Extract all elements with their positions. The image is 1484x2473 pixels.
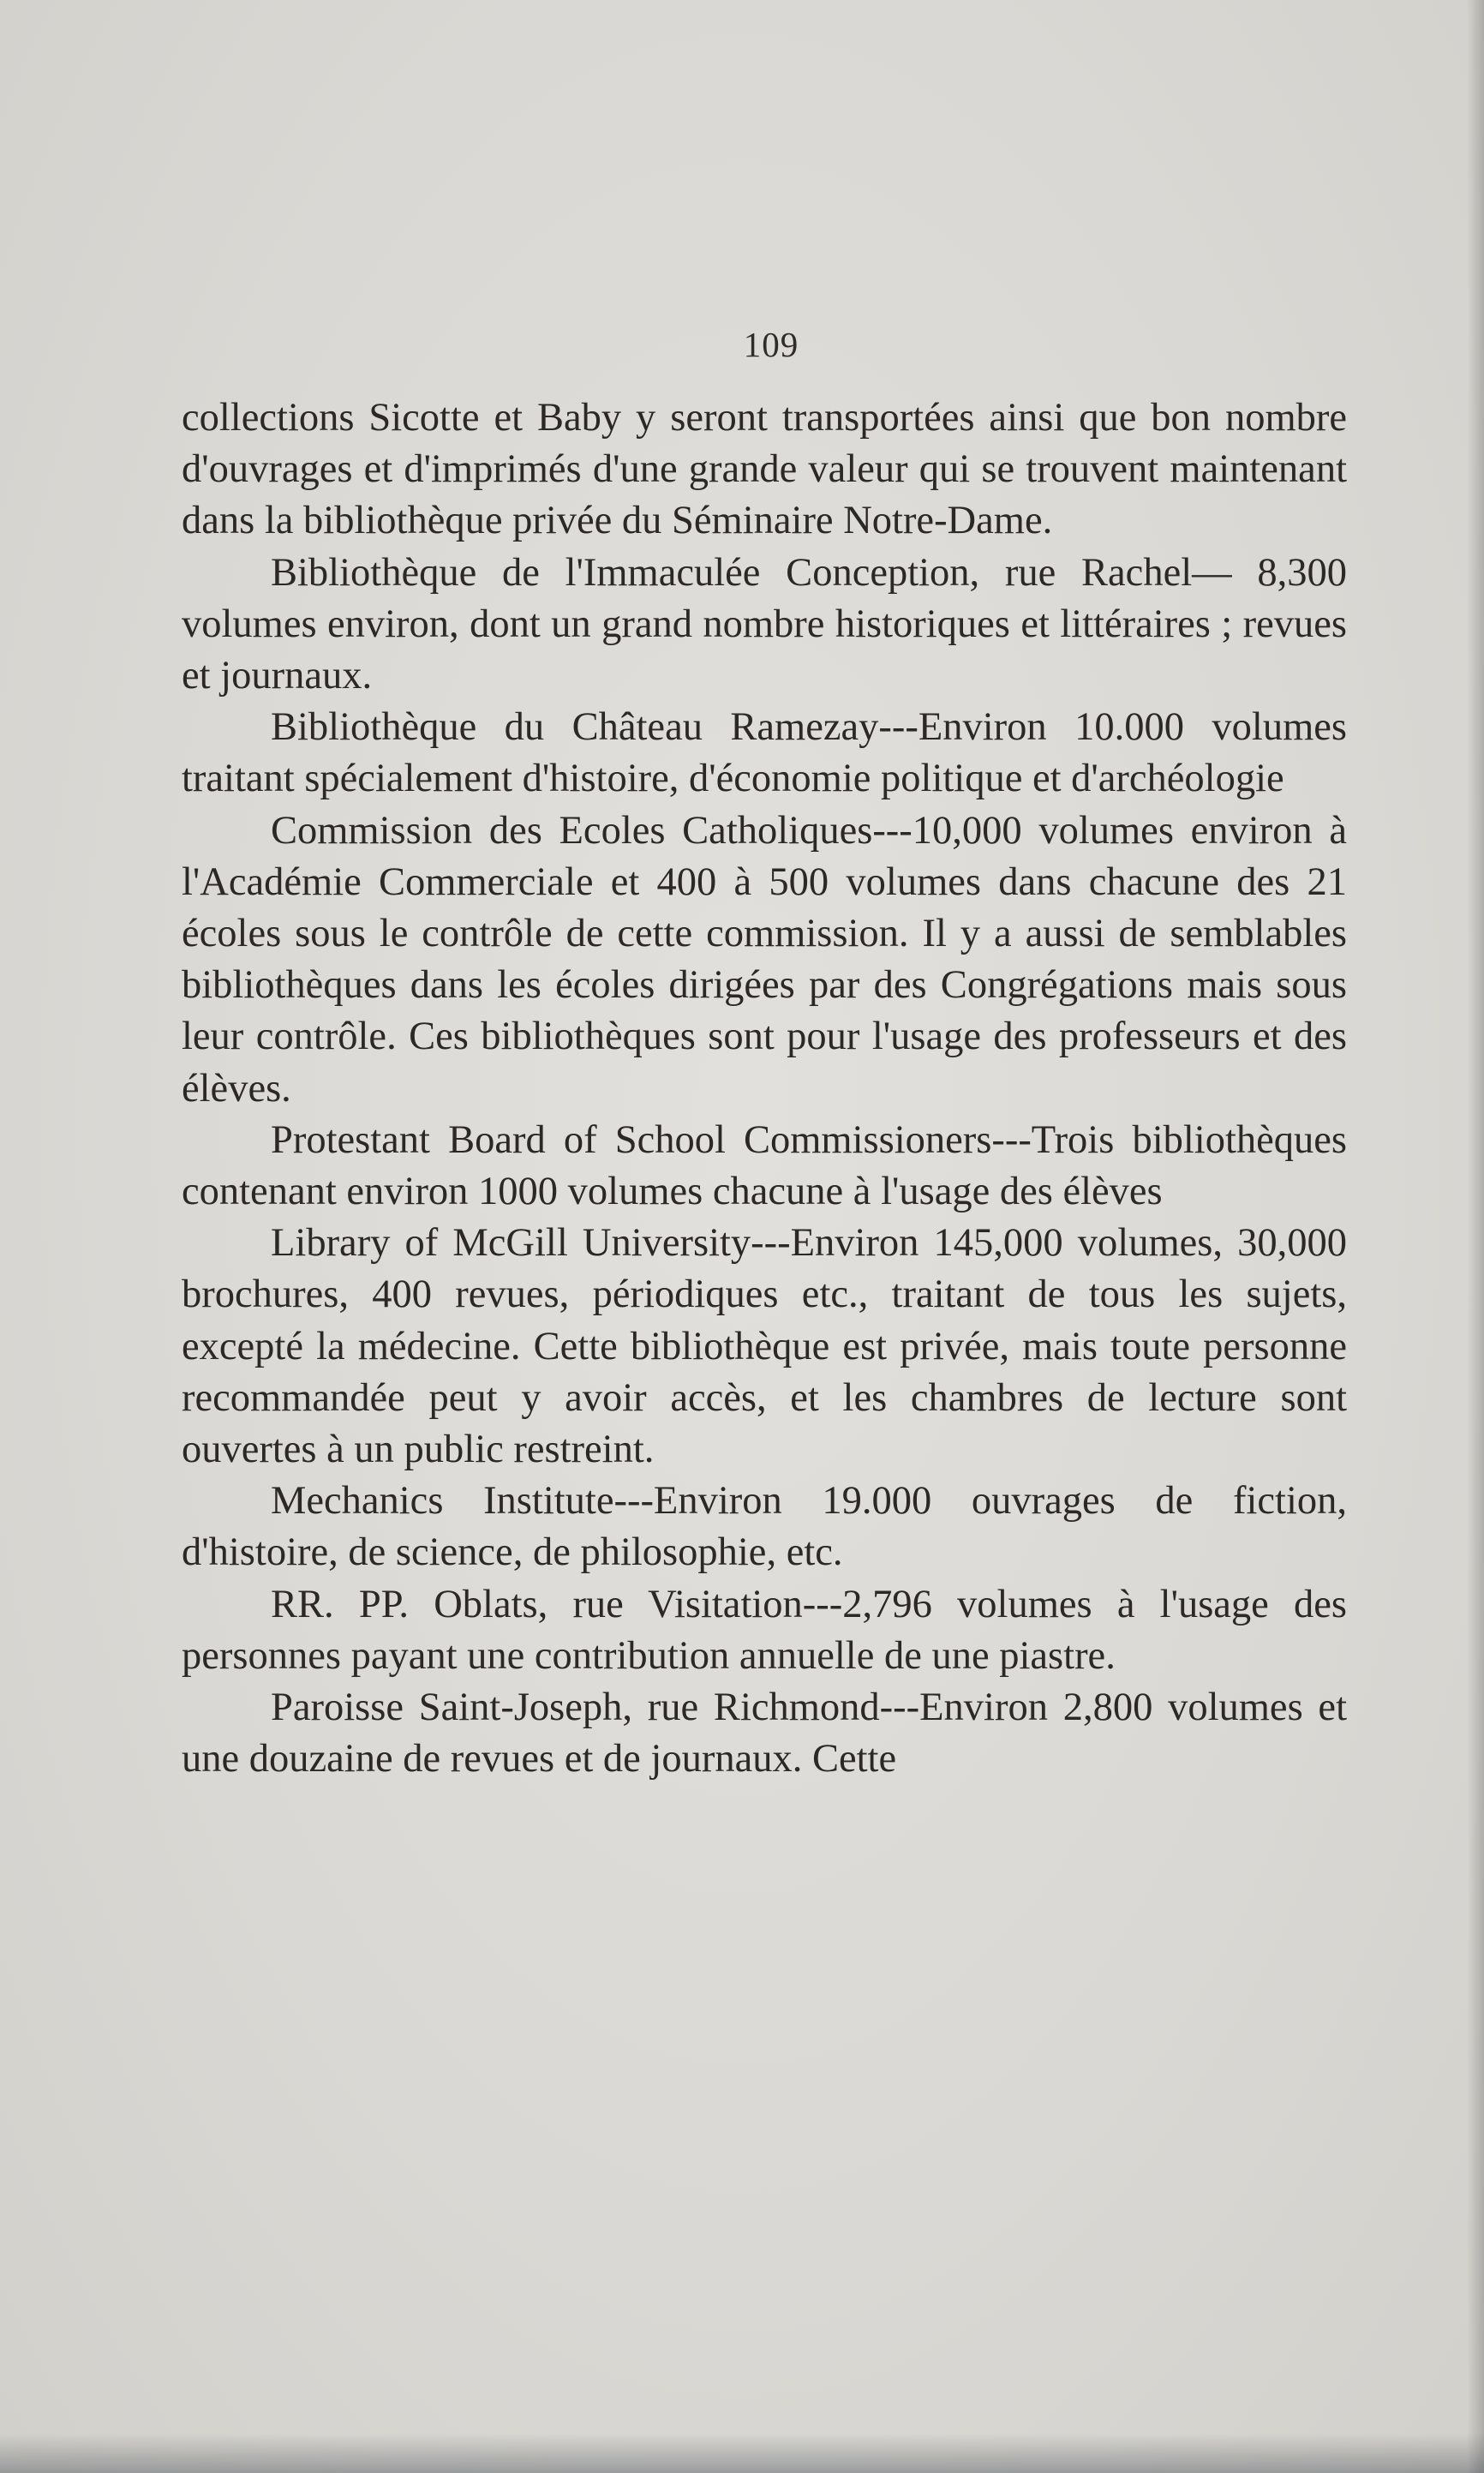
- page-number: 109: [743, 325, 799, 364]
- page-bottom-edge: [0, 2434, 1484, 2473]
- paragraph-mcgill-library: Library of McGill University---Environ 145,000 volumes, 30,000 brochures, 400 revues, périodiques etc., traitant de tous les sujets, excepté la médecine. Cette bibliothèque est privée, mais toute personne recommandée peut y avoir accès, et les chambres de lecture sont ouvertes à un public restreint.: [182, 1221, 1347, 1472]
- paragraph-chateau-ramezay: Bibliothèque du Château Ramezay---Environ 10.000 volumes traitant spécialement d'histoire, d'économie politique et d'archéologie: [182, 705, 1347, 801]
- body-text: [182, 392, 1347, 1785]
- paragraph-protestant-board: Protestant Board of School Commissioners---Trois bibliothèques contenant environ 1000 volumes chacune à l'usage des élèves: [182, 1117, 1347, 1214]
- paragraph-mechanics-institute: Mechanics Institute---Environ 19.000 ouvrages de fiction, d'histoire, de science, de philosophie, etc.: [182, 1479, 1347, 1575]
- paragraph-oblats: RR. PP. Oblats, rue Visitation---2,796 volumes à l'usage des personnes payant une contribution annuelle de une piastre.: [182, 1582, 1347, 1678]
- paragraph-saint-joseph: Paroisse Saint-Joseph, rue Richmond---Environ 2,800 volumes et une douzaine de revues et de journaux. Cette: [182, 1686, 1347, 1781]
- paragraph-seminaire-collections: collections Sicotte et Baby y seront transportées ainsi que bon nombre d'ouvrages et d'imprimés d'une grande valeur qui se trouvent maintenant dans la bibliothèque privée du Séminaire Notre-Dame.: [182, 396, 1347, 543]
- paragraph-immaculee-conception: Bibliothèque de l'Immaculée Conception, rue Rachel— 8,300 volumes environ, dont un grand nombre historiques et littéraires ; revues et journaux.: [182, 550, 1347, 698]
- paragraph-ecoles-catholiques: Commission des Ecoles Catholiques---10,000 volumes environ à l'Académie Commerciale et 400 à 500 volumes dans chacune des 21 écoles sous le contrôle de cette commission. Il y a aussi de semblables bibliothèques dans les écoles dirigées par des Congrégations mais sous leur contrôle. Ces bibliothèques sont pour l'usage des professeurs et des élèves.: [182, 808, 1347, 1111]
- page-edge-shadow: [1467, 0, 1484, 2473]
